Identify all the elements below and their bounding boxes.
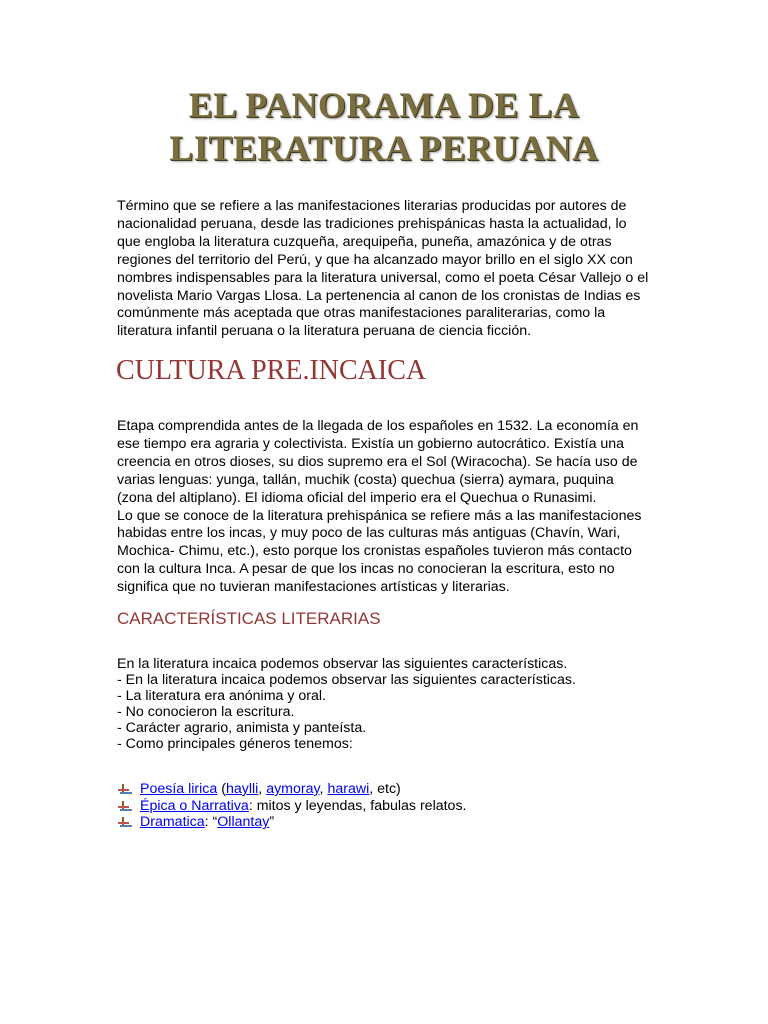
cultura-line: significa que no tuvieran manifestaciones artísticas y literarias. xyxy=(117,579,510,596)
link-dramatica[interactable]: Dramatica xyxy=(140,814,205,831)
cultura-line: (zona del altiplano). El idioma oficial del imperio era el Quechua o Runasimi. xyxy=(117,489,597,506)
intro-line: nacionalidad peruana, desde las tradiciones prehispánicas hasta la actualidad, lo xyxy=(117,215,627,232)
cultura-line: creencia en otros dioses, su dios supremo era el Sol (Wiracocha). Se hacía uso de xyxy=(117,453,638,470)
pin-bullet-icon xyxy=(117,816,133,828)
cultura-line: habidas entre los incas, y muy poco de las culturas más antiguas (Chavín, Wari, xyxy=(117,525,621,542)
intro-line: novelista Mario Vargas Llosa. La pertenencia al canon de los cronistas de Indias es xyxy=(117,287,641,304)
cultura-line: Lo que se conoce de la literatura prehispánica se refiere más a las manifestaciones xyxy=(117,507,642,524)
link-epica-narrativa[interactable]: Épica o Narrativa xyxy=(140,797,249,814)
pin-bullet-icon xyxy=(117,783,133,795)
caracteristicas-list xyxy=(117,657,677,752)
title-line-2: LITERATURA PERUANA xyxy=(169,128,599,168)
cultura-paragraph xyxy=(117,418,677,597)
cultura-line: ese tiempo era agraria y colectivista. Existía un gobierno autocrático. Existía una xyxy=(117,435,625,452)
intro-paragraph xyxy=(117,198,677,341)
title-line-1: EL PANORAMA DE LA xyxy=(188,85,580,125)
intro-line: literatura infantil peruana o la literatura peruana de ciencia ficción. xyxy=(117,323,532,340)
list-text: , xyxy=(319,781,328,797)
caracteristica-line: En la literatura incaica podemos observar las siguientes características. xyxy=(117,656,568,672)
list-text: ” xyxy=(269,814,275,831)
link-poesia-lirica[interactable]: Poesía lirica xyxy=(140,781,218,797)
heading-caracteristicas: CARACTERÍSTICAS LITERARIAS xyxy=(117,609,381,628)
link-haylli[interactable]: haylli xyxy=(225,781,259,797)
list-text: : “ xyxy=(204,814,218,831)
caracteristica-line: - Carácter agrario, animista y panteísta. xyxy=(117,719,367,736)
link-harawi[interactable]: harawi xyxy=(327,781,370,797)
cultura-line: Mochica- Chimu, etc.), esto porque los cronistas españoles tuvieron más contacto xyxy=(117,543,632,560)
link-ollantay[interactable]: Ollantay xyxy=(217,814,270,831)
link-aymoray[interactable]: aymoray xyxy=(266,781,320,797)
cultura-line: Etapa comprendida antes de la llegada de los españoles en 1532. La economía en xyxy=(117,418,639,434)
intro-line: que engloba la literatura cuzqueña, arequipeña, puneña, amazónica y de otras xyxy=(117,233,612,250)
document-title xyxy=(0,84,768,170)
caracteristica-line: - Como principales géneros tenemos: xyxy=(117,735,353,752)
list-text: , etc) xyxy=(369,781,401,797)
intro-line: Término que se refiere a las manifestaciones literarias producidas por autores de xyxy=(117,198,627,214)
intro-line: nombres indispensables para la literatura universal, como el poeta César Vallejo o el xyxy=(117,269,649,286)
intro-line: comúnmente más aceptada que otras manifestaciones paraliterarias, como la xyxy=(117,305,606,322)
list-item xyxy=(117,798,466,815)
caracteristica-line: - No conocieron la escritura. xyxy=(117,703,295,720)
caracteristica-line: - En la literatura incaica podemos observar las siguientes características. xyxy=(117,671,576,688)
caracteristica-line: - La literatura era anónima y oral. xyxy=(117,687,326,704)
list-item xyxy=(117,781,466,798)
list-text: : mitos y leyendas, fabulas relatos. xyxy=(248,797,467,814)
list-text: , xyxy=(258,781,267,797)
cultura-line: con la cultura Inca. A pesar de que los incas no conocieran la escritura, esto no xyxy=(117,561,615,578)
list-item xyxy=(117,814,466,831)
cultura-line: varias lenguas: yunga, tallán, muchik (costa) quechua (sierra) aymara, puquina xyxy=(117,471,614,488)
genres-list xyxy=(117,781,466,831)
list-text: ( xyxy=(217,781,226,797)
intro-line: regiones del territorio del Perú, y que ha alcanzado mayor brillo en el siglo XX con xyxy=(117,251,633,268)
pin-bullet-icon xyxy=(117,800,133,812)
heading-cultura-preincaica: CULTURA PRE.INCAICA xyxy=(116,355,427,386)
